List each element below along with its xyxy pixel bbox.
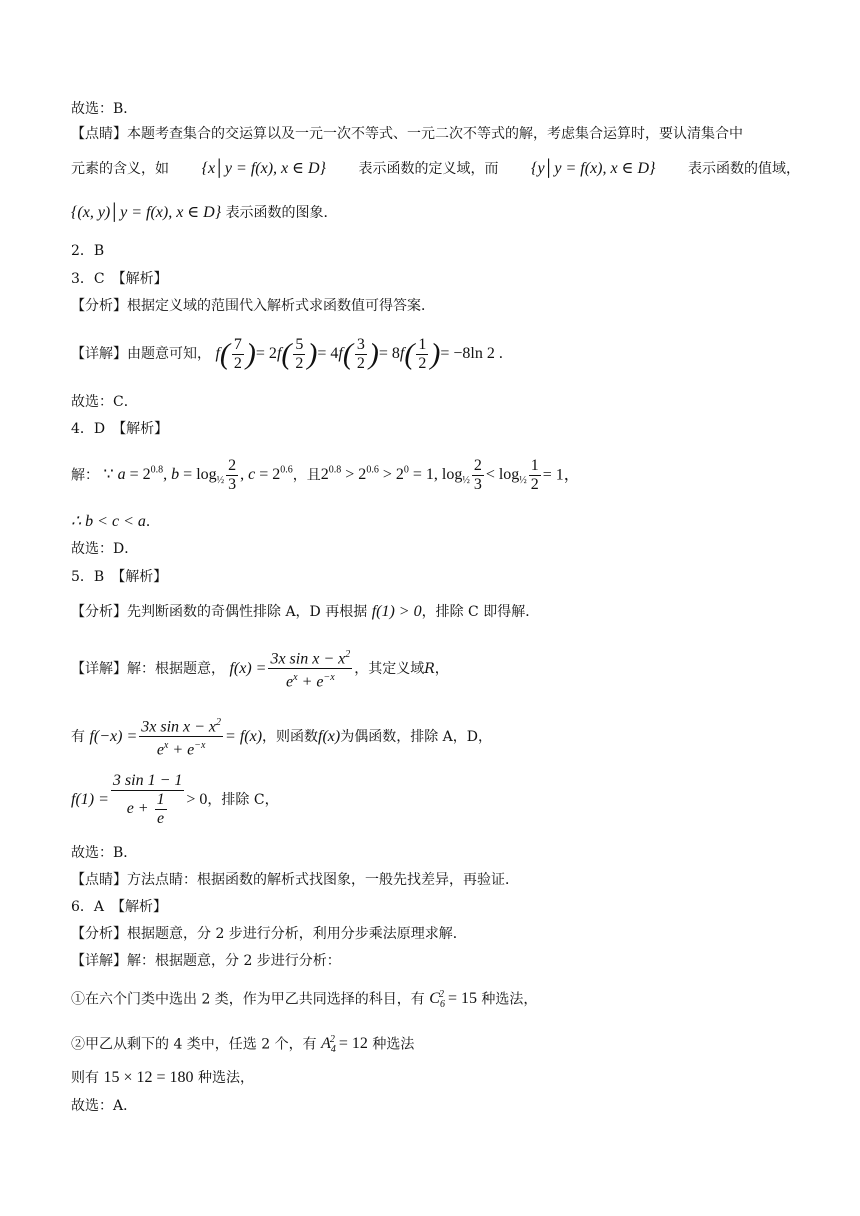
text-line: 有 f(−x) = $\frac{3x \sin x - x^2}{e^x + e^{-x}}$ = f(x)，则函数f(x)为偶函数，排除 A，D， (71, 714, 800, 762)
text-segment: 有 (71, 728, 85, 745)
text-line: f(1) = 3 sin 1 − 1 e + $\frac{1}{e}$ > 0，排除 C， (71, 772, 279, 827)
text-line: 故选：B． (71, 101, 138, 117)
text-line: 故选：D． (71, 541, 139, 557)
math-expression: {(x, y)│y = f(x), x ∈ D} (71, 204, 222, 221)
text-segment: 【详解】解：根据题意， (71, 660, 225, 677)
text-line: 3．C 【解析】 (71, 271, 168, 287)
math-expression: f(x) = (229, 659, 267, 677)
text-line (71, 1030, 800, 1061)
text-line: 故选：A． (71, 1098, 138, 1114)
text-segment: ． (145, 514, 160, 530)
text-line: 故选：B． (71, 845, 138, 861)
text-segment: 【分析】先判断函数的奇偶性排除 A，D 再根据 (71, 604, 368, 620)
text-line: 解： ∵ $a = 2^{0.8}$, $b = \log_{\frac{1}{2}}$ $\frac{2}{3}$ , $c = 2^{0.6}$，且$2^{0.8} > 2^{0.6} > 2^0 = 1$, $\log_{\frac{1}{2}}$ $\frac{2}{3}$ < $\log_{\frac{1}{2}}$ $\frac{1}{2}$ = 1， (71, 456, 580, 493)
text-segment: 种选法， (481, 991, 538, 1008)
text-segment: 表示函数的值域， (687, 161, 800, 177)
text-line: 【详解】解：根据题意， f(x) = $\frac{3x \sin x - x^2}{e^x + e^{-x}}$ ，其定义域R， (71, 646, 800, 694)
text-line: 【详解】解：根据题意，分 2 步进行分析： (71, 953, 341, 969)
text-line: 5．B 【解析】 (71, 569, 168, 585)
text-segment: ②甲乙从剩下的 4 类中，任选 2 个，有 (71, 1036, 317, 1053)
text-line: 【详解】由题意可知， f( $\frac{7}{2}$ )= 2f( $\frac{5}{2}$ )= 4f( $\frac{3}{2}$ )= 8f( $\frac{1}{2}$ )= −8ln 2 . (71, 335, 503, 372)
domain-symbol: R (424, 660, 435, 677)
text-segment: 解： (71, 467, 99, 484)
math-expression: f(1) = (71, 791, 109, 808)
text-segment: 则有 (71, 1070, 99, 1086)
text-line (71, 985, 800, 1016)
text-segment: ①在六个门类中选出 2 类，作为甲乙共同选择的科目，有 (71, 991, 425, 1008)
text-line: 【点睛】方法点睛：根据函数的解析式找图象，一般先找差异，再验证． (71, 872, 519, 888)
text-segment: 种选法 (372, 1036, 415, 1053)
math-expression: f( $\frac{7}{2}$ )= 2f( $\frac{5}{2}$ )= 4f( $\frac{3}{2}$ )= 8f( $\frac{1}{2}$ )= −8ln 2 (215, 335, 495, 372)
text-segment: ，则函数 (262, 728, 319, 745)
text-line: 【分析】根据题意，分 2 步进行分析，利用分步乘法原理求解． (71, 926, 467, 942)
math-expression: f(−x) = (89, 727, 138, 745)
text-line: 2．B (71, 243, 105, 259)
text-line (71, 512, 800, 532)
text-segment: 种选法， (197, 1070, 254, 1086)
text-line (71, 203, 800, 223)
text-segment: 元素的含义，如 (71, 161, 169, 177)
math-expression: f(1) > 0 (371, 603, 422, 620)
math-expression: 15 × 12 = 180 (103, 1069, 194, 1086)
text-line (71, 159, 800, 179)
text-line: 4．D 【解析】 (71, 421, 169, 437)
text-segment: 【详解】由题意可知， (71, 346, 211, 362)
text-segment: ，且 (292, 467, 321, 484)
math-expression: {y│y = f(x), x ∈ D} (531, 160, 656, 177)
text-line: 故选：C． (71, 394, 138, 410)
text-segment: ， (434, 660, 449, 677)
text-segment: ，排除 C， (207, 792, 279, 808)
math-expression: ∵ $a = 2^{0.8}$, $b = \log_{\frac{1}{2}}$ (103, 465, 225, 487)
text-segment: 表示函数的图象． (225, 205, 338, 221)
math-expression: {x│y = f(x), x ∈ D} (201, 160, 326, 177)
text-line: 6．A 【解析】 (71, 899, 168, 915)
math-expression: ∴ b < c < a (71, 513, 146, 530)
text-segment: 表示函数的定义域，而 (358, 161, 499, 177)
text-line: 【分析】根据定义域的范围代入解析式求函数值可得答案． (71, 298, 435, 314)
text-segment: ，其定义域 (354, 660, 425, 677)
text-line (71, 602, 800, 622)
math-expression: $A_4^2 = 12$ (321, 1034, 368, 1056)
text-line: 【点睛】本题考查集合的交运算以及一元一次不等式、一元二次不等式的解，考虑集合运算时，要认清集合中 (71, 126, 743, 142)
text-segment: ，排除 C 即得解． (421, 604, 540, 620)
math-expression: $C_6^2 = 15$ (429, 989, 477, 1011)
text-line (71, 1068, 800, 1088)
text-segment: 为偶函数，排除 A，D， (340, 728, 493, 745)
